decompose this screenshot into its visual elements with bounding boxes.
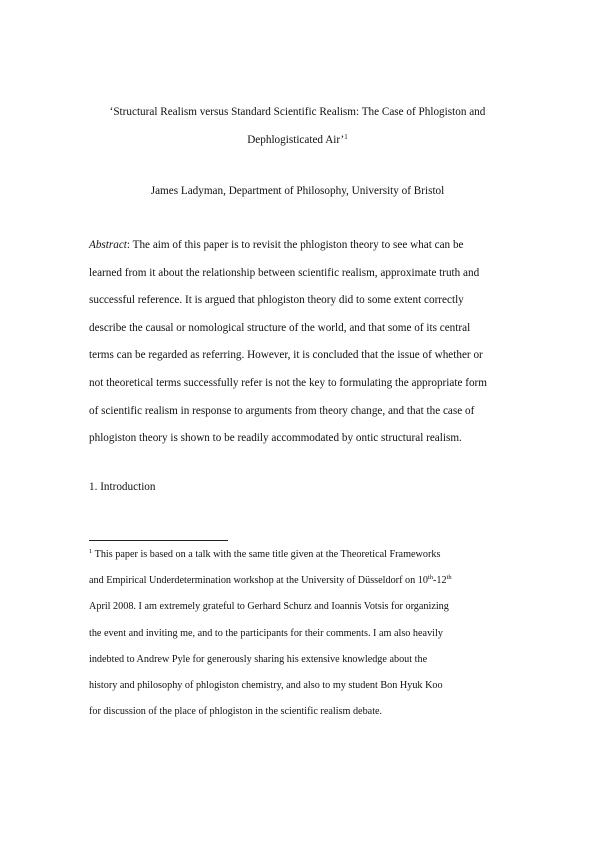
footnote-line-7: for discussion of the place of phlogiston in the scientific realism debate. bbox=[89, 706, 383, 718]
title-line-2 bbox=[60, 126, 535, 154]
section-heading-introduction: 1. Introduction bbox=[89, 481, 156, 493]
title-footnote-mark[interactable]: 1 bbox=[344, 133, 348, 141]
abstract-line-2: learned from it about the relationship between scientific realism, approximate truth and bbox=[89, 266, 480, 279]
title-line-2-text: Dephlogisticated Air’ bbox=[247, 134, 345, 146]
footnote-line-3: April 2008. I am extremely grateful to Gerhard Schurz and Ioannis Votsis for organizing bbox=[89, 601, 449, 613]
abstract-line-7: of scientific realism in response to arguments from theory change, and that the case of bbox=[89, 404, 475, 417]
footnote-mark: 1 bbox=[89, 548, 93, 555]
abstract bbox=[89, 232, 509, 453]
abstract-label: Abstract bbox=[89, 239, 127, 251]
footnote-ordinal-1: th bbox=[427, 574, 434, 582]
abstract-line-5: terms can be regarded as referring. However, it is concluded that the issue of whether or bbox=[89, 349, 483, 362]
footnote-line-4: the event and inviting me, and to the participants for their comments. I am also heavily bbox=[89, 627, 443, 639]
paper-title bbox=[60, 98, 535, 154]
footnote-line-1-text: This paper is based on a talk with the same title given at the Theoretical Frameworks bbox=[92, 549, 441, 560]
footnote-line-2 bbox=[89, 568, 519, 594]
footnote-line-2-text-b: -12 bbox=[433, 575, 447, 587]
footnote-line-2-text-a: and Empirical Underdetermination workshop at the University of Düsseldorf on 10 bbox=[89, 575, 428, 587]
abstract-line-6: not theoretical terms successfully refer is not the key to formulating the appropriate form bbox=[89, 376, 487, 389]
abstract-line-3: successful reference. It is argued that phlogiston theory did to some extent correctly bbox=[89, 294, 464, 307]
title-line-1: ‘Structural Realism versus Standard Scientific Realism: The Case of Phlogiston and bbox=[109, 106, 486, 118]
footnote-separator bbox=[89, 540, 228, 541]
abstract-line-1 bbox=[89, 232, 509, 260]
abstract-line-8: phlogiston theory is shown to be readily accommodated by ontic structural realism. bbox=[89, 432, 462, 445]
footnote-line-1 bbox=[89, 542, 519, 568]
footnote-ordinal-2: th bbox=[446, 574, 452, 582]
footnote-line-5: indebted to Andrew Pyle for generously sharing his extensive knowledge about the bbox=[89, 653, 428, 665]
author-affiliation: James Ladyman, Department of Philosophy, University of Bristol bbox=[150, 185, 445, 197]
footnote-line-6: history and philosophy of phlogiston chemistry, and also to my student Bon Hyuk Koo bbox=[89, 680, 443, 692]
abstract-line-1-text: : The aim of this paper is to revisit the phlogiston theory to see what can be bbox=[126, 239, 464, 251]
footnote-1 bbox=[89, 542, 519, 725]
abstract-line-4: describe the causal or nomological structure of the world, and that some of its central bbox=[89, 321, 471, 334]
